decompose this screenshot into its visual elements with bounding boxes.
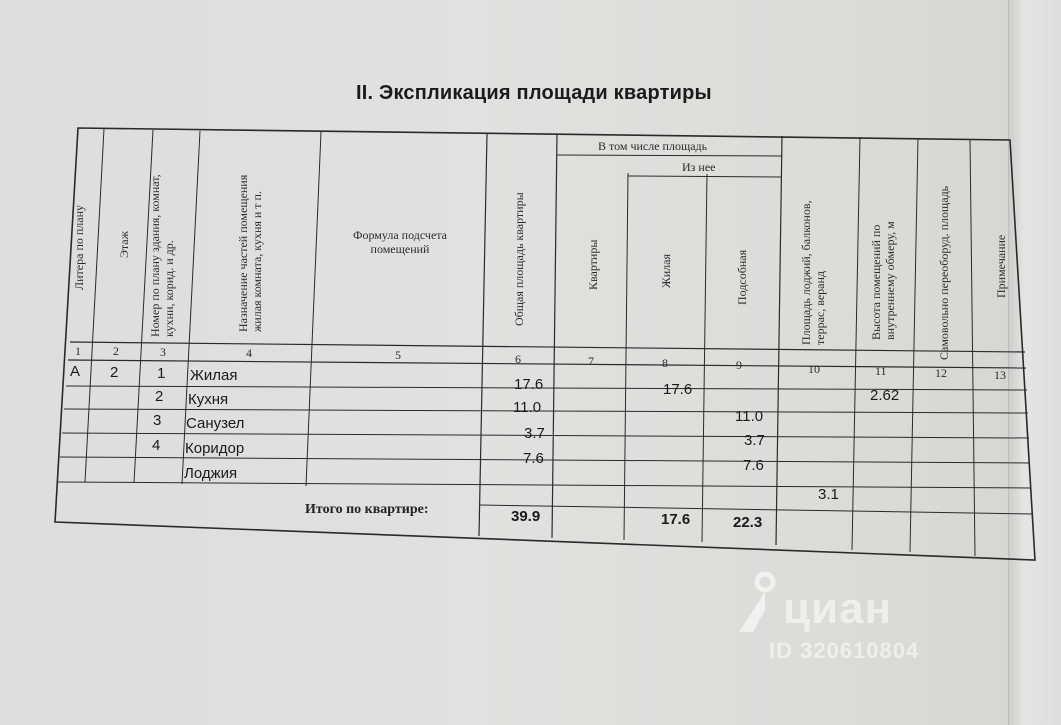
row1-floor: 2: [110, 364, 119, 381]
header-note: Примечание: [994, 234, 1008, 298]
column-number: 4: [246, 346, 252, 360]
row1-litera: А: [70, 363, 81, 380]
header-floor: Этаж: [117, 231, 131, 258]
header-living: Жилая: [659, 253, 673, 288]
column-number: 5: [395, 348, 401, 362]
column-number: 6: [515, 352, 521, 366]
row1-living: 17.6: [663, 381, 693, 398]
page-title: II. Экспликация площади квартиры: [356, 82, 712, 104]
column-number: 3: [160, 345, 166, 359]
header-formula: Формула подсчета помещений: [352, 228, 448, 256]
column-number: 13: [994, 368, 1006, 382]
row3-aux: 3.7: [744, 432, 765, 449]
header-total-area: Общая площадь квартиры: [512, 192, 526, 326]
column-number: 2: [113, 344, 119, 358]
row1-name: Жилая: [190, 367, 238, 384]
row2-name: Кухня: [188, 391, 229, 408]
location-pin-icon: [735, 570, 781, 640]
header-loggia-area: Площадь лоджий, балконов, террас, веранд: [799, 200, 827, 345]
column-number: 8: [662, 356, 668, 370]
row1-num: 1: [157, 365, 166, 382]
loggia-value: 3.1: [818, 486, 839, 503]
row2-num: 2: [155, 388, 164, 405]
header-of-which: Из нее: [682, 160, 716, 174]
header-room-purpose: Назначение частей помещения жилая комната, кухня и т п.: [236, 174, 264, 332]
row4-name: Коридор: [185, 440, 245, 457]
header-room-number: Номер по плану здания, комнат, кухни, корид. и др.: [148, 174, 176, 337]
header-room-height: Высота помещений по внутреннему обмеру, м: [869, 221, 897, 340]
header-apartment: Квартиры: [586, 239, 600, 290]
row3-name: Санузел: [186, 415, 245, 432]
row4-aux: 7.6: [743, 457, 764, 474]
row2-height: 2.62: [870, 387, 900, 404]
column-number: 1: [75, 344, 81, 358]
column-number: 9: [736, 358, 742, 372]
row5-name: Лоджия: [184, 465, 238, 482]
row3-total: 3.7: [524, 425, 545, 442]
column-number: 12: [935, 366, 947, 380]
watermark-id: ID 320610804: [769, 638, 920, 663]
total-aux: 22.3: [733, 514, 763, 531]
total-living: 17.6: [661, 511, 691, 528]
row2-total: 11.0: [513, 399, 542, 416]
watermark: [735, 570, 975, 670]
column-number: 11: [875, 364, 887, 378]
total-label: Итого по квартире:: [305, 502, 429, 517]
row4-total: 7.6: [523, 450, 544, 467]
header-including-area: В том числе площадь: [598, 139, 708, 153]
column-number: 10: [808, 362, 820, 376]
header-auxiliary: Подсобная: [735, 249, 749, 305]
row1-total: 17.6: [514, 376, 544, 393]
total-area: 39.9: [511, 508, 541, 525]
column-number: 7: [588, 354, 594, 368]
row3-num: 3: [153, 412, 162, 429]
row4-num: 4: [152, 437, 161, 454]
row2-aux: 11.0: [735, 408, 764, 425]
header-reequipped-area: Самовольно переоборуд. площадь: [937, 185, 951, 360]
header-litera: Литера по плану: [72, 204, 86, 290]
watermark-brand: циан: [783, 584, 893, 633]
